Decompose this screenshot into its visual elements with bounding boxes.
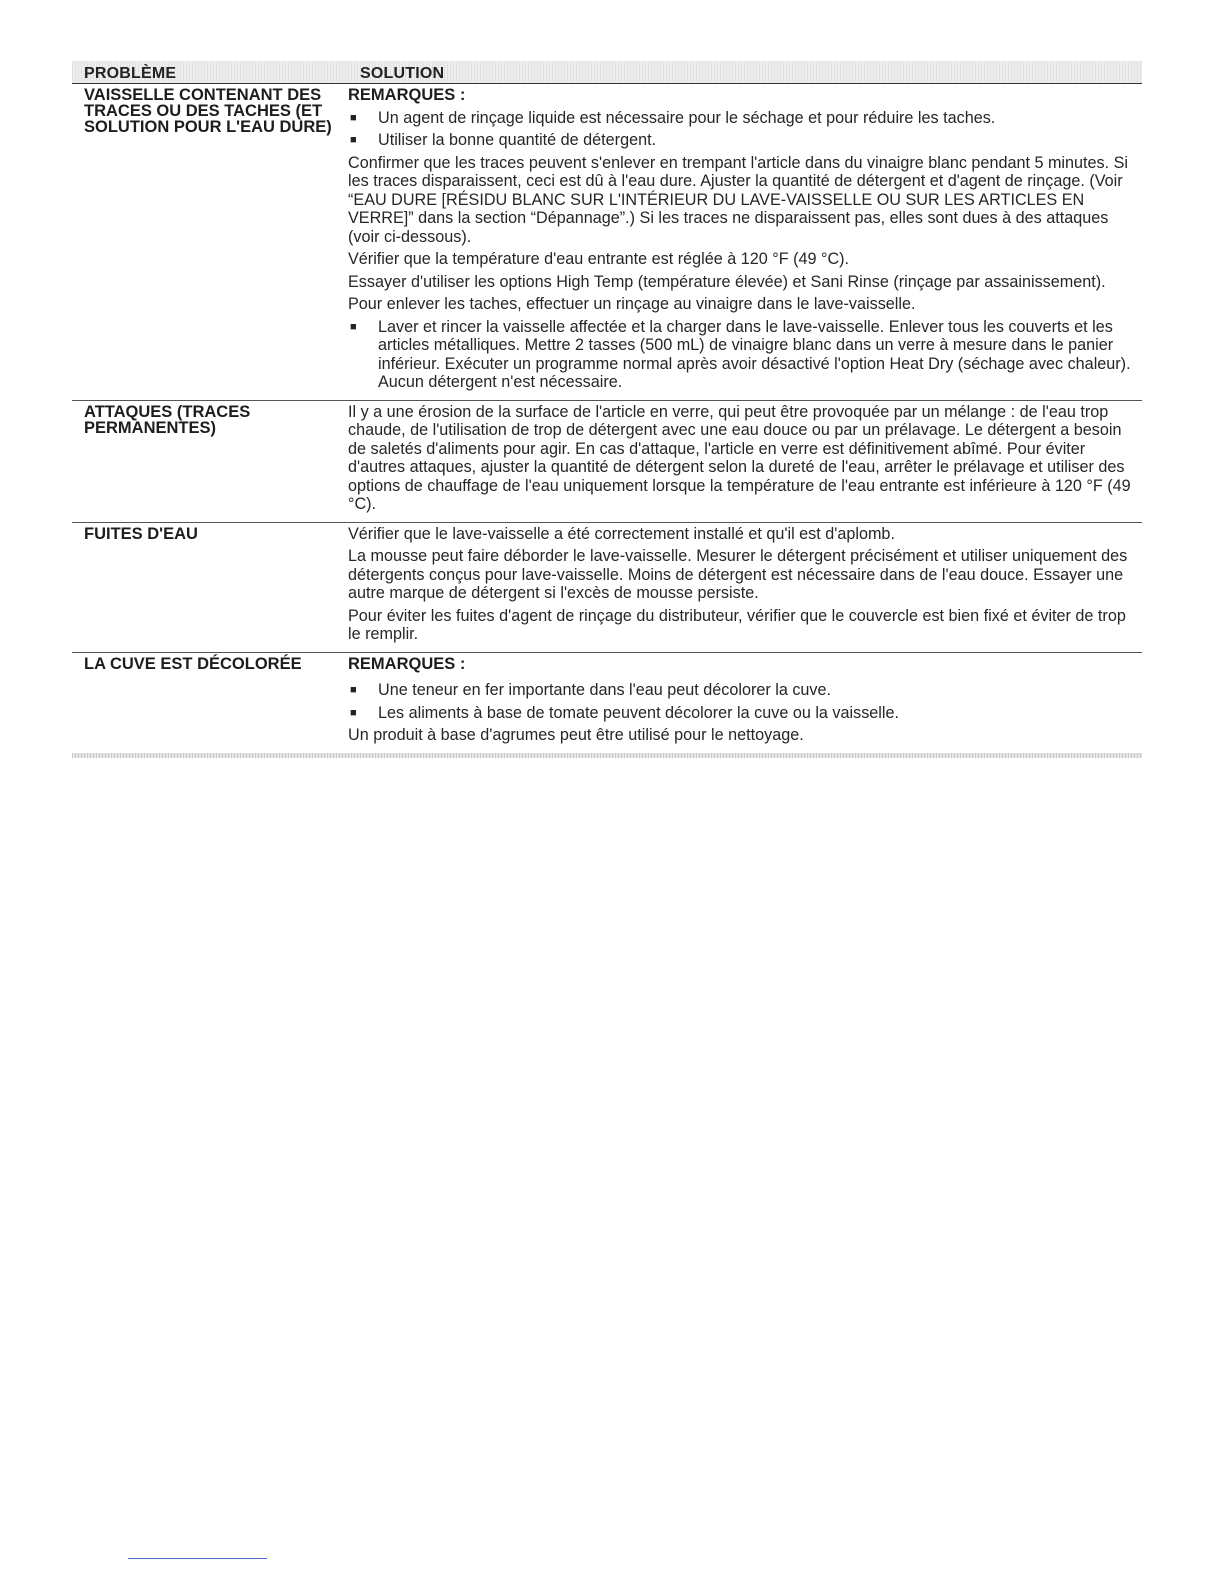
bullet-text: Utiliser la bonne quantité de détergent. (378, 131, 657, 149)
solution-paragraph: Vérifier que la température d'eau entrante est réglée à 120 °F (49 °C). (348, 250, 850, 268)
bullet-item (348, 109, 1142, 128)
solution-paragraph: Un produit à base d'agrumes peut être utilisé pour le nettoyage. (348, 726, 804, 744)
solution-paragraph: Pour éviter les fuites d'agent de rinçage du distributeur, vérifier que le couvercle est bien fixé et éviter de trop le remplir. (348, 606, 1126, 643)
solution-paragraph: Essayer d'utiliser les options High Temp (température élevée) et Sani Rinse (rinçage par assainissement). (348, 272, 1106, 291)
square-bullet-icon: ■ (350, 706, 357, 719)
bullet-text: Laver et rincer la vaisselle affectée et la charger dans le lave-vaisselle. Enlever tous les couverts et les articles métalliques. Mettre 2 tasses (500 mL) de vinaigre blanc dans un verre à mesure dans le panier inférieur. Exécuter un programme normal après avoir désactivé l'option Heat Dry (séchage avec chaleur). Aucun détergent n'est nécessaire. (378, 317, 1131, 391)
solution-paragraph: La mousse peut faire déborder le lave-vaisselle. Mesurer le détergent précisément et utiliser uniquement des détergents conçus pour lave-vaisselle. Moins de détergent est nécessaire dans de l'eau douce. Essayer une autre marque de détergent si l'excès de mousse persiste. (348, 547, 1128, 602)
square-bullet-icon: ■ (350, 134, 357, 146)
table-row (72, 401, 1142, 523)
bullet-item (348, 131, 1142, 150)
bullet-text: Une teneur en fer importante dans l'eau peut décolorer la cuve. (378, 681, 832, 699)
troubleshooting-table (72, 61, 1142, 758)
header-probleme: PROBLÈME (84, 65, 177, 82)
table-row (72, 523, 1142, 653)
square-bullet-icon: ■ (350, 684, 357, 696)
solution-cell (348, 401, 1142, 522)
problem-cell: ATTAQUES (TRACES PERMANENTES) (84, 402, 251, 437)
header-solution: SOLUTION (360, 65, 445, 82)
bullet-item (348, 681, 1142, 700)
bullet-text: Un agent de rinçage liquide est nécessaire pour le séchage et pour réduire les taches. (378, 108, 996, 127)
problem-cell: LA CUVE EST DÉCOLORÉE (84, 654, 302, 673)
solution-paragraph: Pour enlever les taches, effectuer un rinçage au vinaigre dans le lave-vaisselle. (348, 295, 916, 313)
square-bullet-icon: ■ (350, 320, 357, 333)
solution-cell (348, 84, 1142, 400)
solution-paragraph: Il y a une érosion de la surface de l'article en verre, qui peut être provoquée par un mélange : de l'eau trop chaude, de l'utilisation de trop de détergent avec une eau douce ou par un prélavage. Le détergent a besoin de saletés d'aliments pour agir. En cas d'attaque, l'article en verre est définitivement abîmé. Pour éviter d'autres attaques, ajuster la quantité de détergent selon la dureté de l'eau, arrêter le prélavage et utiliser des options de chauffage de l'eau uniquement lorsque la température de l'eau entrante est inférieure à 120 °F (49 °C). (348, 402, 1131, 513)
table-header (72, 61, 1142, 84)
table-footer-bar (72, 753, 1142, 758)
solution-cell (348, 653, 1142, 753)
bullet-item (348, 704, 1142, 723)
solution-cell (348, 523, 1142, 652)
problem-cell: FUITES D'EAU (84, 524, 198, 543)
table-row (72, 653, 1142, 753)
problem-cell: VAISSELLE CONTENANT DES TRACES OU DES TACHES (ET SOLUTION POUR L'EAU DURE) (84, 86, 332, 136)
square-bullet-icon: ■ (350, 111, 357, 124)
bottom-rule (128, 1558, 267, 1559)
remarques-heading: REMARQUES : (348, 654, 466, 673)
bullet-text: Les aliments à base de tomate peuvent décolorer la cuve ou la vaisselle. (378, 703, 900, 722)
table-row (72, 84, 1142, 401)
remarques-heading: REMARQUES : (348, 86, 466, 104)
solution-paragraph: Confirmer que les traces peuvent s'enlever en trempant l'article dans du vinaigre blanc pendant 5 minutes. Si les traces disparaissent, ceci est dû à l'eau dure. Ajuster la quantité de détergent et d'agent de rinçage. (Voir “EAU DURE [RÉSIDU BLANC SUR L'INTÉRIEUR DU LAVE-VAISSELLE OU SUR LES ARTICLES EN VERRE]” dans la section “Dépannage”.) Si les traces ne disparaissent pas, elles sont dues à des attaques (voir ci-dessous). (348, 153, 1129, 246)
bullet-item (348, 318, 1142, 392)
solution-paragraph: Vérifier que le lave-vaisselle a été correctement installé et qu'il est d'aplomb. (348, 524, 895, 543)
